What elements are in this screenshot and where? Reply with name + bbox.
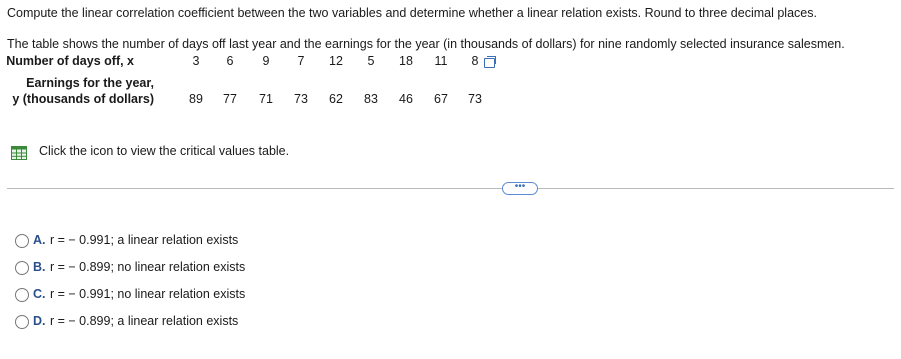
table-icon[interactable] [11, 146, 27, 160]
x-row-label: Number of days off, x [6, 54, 134, 68]
y-row-label-line1: Earnings for the year, [26, 76, 154, 90]
section-divider [7, 188, 894, 189]
radio-button[interactable] [15, 288, 29, 302]
y-row-label-line2: y (thousands of dollars) [12, 92, 154, 106]
x-value-cell: 18 [399, 54, 413, 68]
x-value-cell: 12 [329, 54, 343, 68]
y-value-cell: 62 [329, 92, 343, 106]
y-value-cell: 83 [364, 92, 378, 106]
table-description: The table shows the number of days off last year and the earnings for the year (in thousands of dollars) for nine randomly selected insurance salesmen. [7, 37, 845, 51]
x-value-cell: 9 [262, 54, 270, 68]
option-letter: A. [33, 233, 46, 247]
x-value-cell: 7 [297, 54, 305, 68]
option-letter: C. [33, 287, 46, 301]
option-text: r = − 0.899; a linear relation exists [50, 314, 239, 328]
option-letter: D. [33, 314, 46, 328]
copy-icon[interactable] [484, 58, 495, 68]
y-value-cell: 89 [189, 92, 203, 106]
y-value-cell: 73 [294, 92, 308, 106]
option-text: r = − 0.899; no linear relation exists [50, 260, 246, 274]
option-text: r = − 0.991; no linear relation exists [50, 287, 246, 301]
question-instruction: Compute the linear correlation coefficient between the two variables and determine whether a linear relation exists. Round to three decimal places. [7, 6, 817, 20]
y-value-cell: 67 [434, 92, 448, 106]
y-value-cell: 73 [468, 92, 482, 106]
more-options-button[interactable]: ••• [502, 182, 538, 195]
y-value-cell: 77 [223, 92, 237, 106]
x-value-cell: 5 [367, 54, 375, 68]
x-value-cell: 8 [471, 54, 479, 68]
option-text: r = − 0.991; a linear relation exists [50, 233, 239, 247]
option-letter: B. [33, 260, 46, 274]
radio-button[interactable] [15, 234, 29, 248]
x-value-cell: 11 [434, 54, 448, 68]
radio-button[interactable] [15, 261, 29, 275]
y-value-cell: 46 [399, 92, 413, 106]
radio-button[interactable] [15, 315, 29, 329]
y-value-cell: 71 [259, 92, 273, 106]
x-value-cell: 3 [192, 54, 200, 68]
critical-values-link-text: Click the icon to view the critical values table. [39, 144, 290, 158]
x-value-cell: 6 [226, 54, 234, 68]
